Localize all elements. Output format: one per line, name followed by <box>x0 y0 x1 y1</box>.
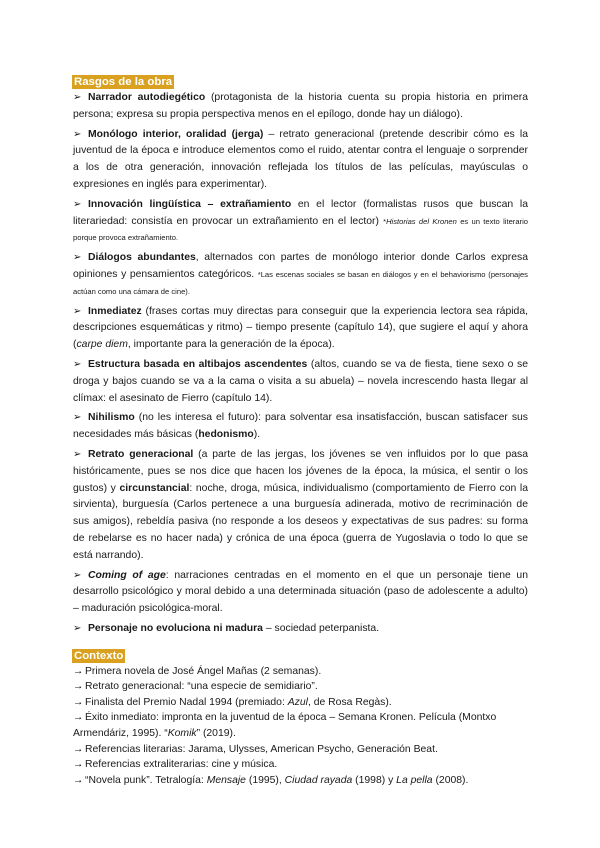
right-arrow-icon: → <box>73 681 84 693</box>
item-term: Narrador autodiegético <box>88 92 206 103</box>
bullet-arrow-icon: ➢ <box>73 569 82 581</box>
item-text: (no les interesa el futuro): para solventar esa insatisfacción, buscan satisfacer sus necesidades más básicas ( <box>73 412 528 441</box>
context-item: → Finalista del Premio Nadal 1994 (premiado: Azul, de Rosa Regàs). <box>73 695 528 711</box>
list-item <box>73 250 528 300</box>
document-page <box>73 72 528 788</box>
right-arrow-icon: → <box>73 774 84 786</box>
bullet-arrow-icon: ➢ <box>73 412 82 424</box>
bullet-arrow-icon: ➢ <box>73 252 82 264</box>
item-term: Diálogos abundantes <box>88 252 196 264</box>
item-term: Retrato generacional <box>88 448 194 460</box>
list-item <box>73 90 528 124</box>
section-heading-contexto: Contexto <box>74 649 124 662</box>
bullet-arrow-icon: ➢ <box>73 198 82 210</box>
bullet-arrow-icon: ➢ <box>73 448 82 460</box>
item-term: Estructura basada en altibajos ascendentes <box>88 358 308 370</box>
list-item <box>73 447 528 565</box>
right-arrow-icon: → <box>73 712 84 724</box>
section-heading-rasgos: Rasgos de la obra <box>74 76 173 88</box>
bullet-arrow-icon: ➢ <box>73 92 82 103</box>
item-term: Coming of age <box>88 569 166 581</box>
context-item: → Éxito inmediato: impronta en la juventud de la época – Semana Kronen. Película (Montxo Armendáriz, 1995). “Komik” (2019). <box>73 712 497 740</box>
context-item: → Retrato generacional: “una especie de semidiario”. <box>73 679 528 695</box>
bullet-arrow-icon: ➢ <box>73 305 82 317</box>
right-arrow-icon: → <box>73 696 84 708</box>
right-arrow-icon: → <box>73 665 84 677</box>
item-term: Innovación lingüística – extrañamiento <box>88 198 292 210</box>
bullet-arrow-icon: ➢ <box>73 358 82 370</box>
item-text: (altos, cuando se va de fiesta, tiene sexo o se droga y bajos cuando se va a la cama o visita a su abuela) – novela increscendo hasta llegar al clímax: el asesinato de Fierro (capítulo 14). <box>73 358 528 404</box>
item-text: , importante para la generación de la época). <box>127 339 335 351</box>
item-text: : noche, droga, música, individualismo (comportamiento de Fierro con la sirvienta), burguesía (Carlos pertenece a una burguesía adinerada, motivo de recriminación de sus amigos), rebeldía pasiva (no responde a los deseos y expectativas de sus padres: su forma de rebelarse es no hacer nada) y crónica de una época (guerra de Yugoslavia o todo lo que se está narrando). <box>73 482 528 561</box>
item-text: (a parte de las jergas, los jóvenes se ven influidos por lo que pasa históricamente, pues se nos dice que hacen los jóvenes de la época, la música, el sentir o los gustos) y <box>73 448 529 494</box>
list-item <box>73 197 528 247</box>
bullet-arrow-icon: ➢ <box>73 622 82 634</box>
item-text: ). <box>253 429 261 441</box>
context-item: → Referencias extraliterarias: cine y música. <box>73 757 528 773</box>
item-term: hedonismo <box>198 429 254 441</box>
list-item <box>73 127 528 194</box>
list-item <box>73 304 528 354</box>
item-note: *Historias del Kronen es un texto literario porque provoca extrañamiento. <box>73 216 528 243</box>
context-item: → Referencias literarias: Jarama, Ulysses, American Psycho, Generación Beat. <box>73 742 528 758</box>
bullet-arrow-icon: ➢ <box>73 128 82 140</box>
list-item <box>73 357 528 407</box>
item-note: *Las escenas sociales se basan en diálogos y en el behaviorismo (personajes actúan como una cámara de cine). <box>73 269 528 296</box>
item-text: – retrato generacional (pretende describir cómo es la juventud de la época e introduce elementos como el ruido, atentar contra el lenguaje o sorprender a los de otra generación, innovación reflejada los títulos de las películas, mayúsculas o expresiones en inglés para experimentar). <box>73 128 528 190</box>
list-item <box>73 410 528 444</box>
item-text: : narraciones centradas en el momento en el que un personaje tiene un desarrollo psicológico y moral debido a una determinada situación (paso de adolescente a adulto) – maduración psicológica-moral. <box>73 569 528 615</box>
context-item: → Primera novela de José Ángel Mañas (2 semanas). <box>73 664 528 680</box>
item-text: – sociedad peterpanista. <box>262 622 380 634</box>
item-term: Nihilismo <box>88 412 135 424</box>
item-text: , alternados con partes de monólogo interior donde Carlos expresa opiniones y pensamientos categóricos. <box>73 252 528 280</box>
item-text: (protagonista de la historia cuenta su propia historia en primera persona; expresa su propia perspectiva menos en el epílogo, donde hay un diálogo). <box>73 92 528 120</box>
item-term: Inmediatez <box>88 305 142 317</box>
list-item <box>73 568 528 618</box>
item-term: Personaje no evoluciona ni madura <box>88 622 263 634</box>
context-item: → “Novela punk”. Tetralogía: Mensaje (1995), Ciudad rayada (1998) y La pella (2008). <box>73 773 528 789</box>
right-arrow-icon: → <box>73 743 84 755</box>
list-item <box>73 621 528 638</box>
item-term: circunstancial <box>119 482 190 494</box>
item-text: (frases cortas muy directas para conseguir que la experiencia lectora sea rápida, descripciones esquemáticas y ritmo) – tiempo presente (capítulo 14), que sugiere el aquí y ahora ( <box>73 305 528 351</box>
right-arrow-icon: → <box>73 759 84 771</box>
item-text: en el lector (formalistas rusos que buscan la literariedad: consistía en provocar un extrañamiento en el lector) <box>73 198 528 227</box>
item-italic: carpe diem <box>76 339 128 351</box>
item-term: Monólogo interior, oralidad (jerga) <box>88 128 264 140</box>
